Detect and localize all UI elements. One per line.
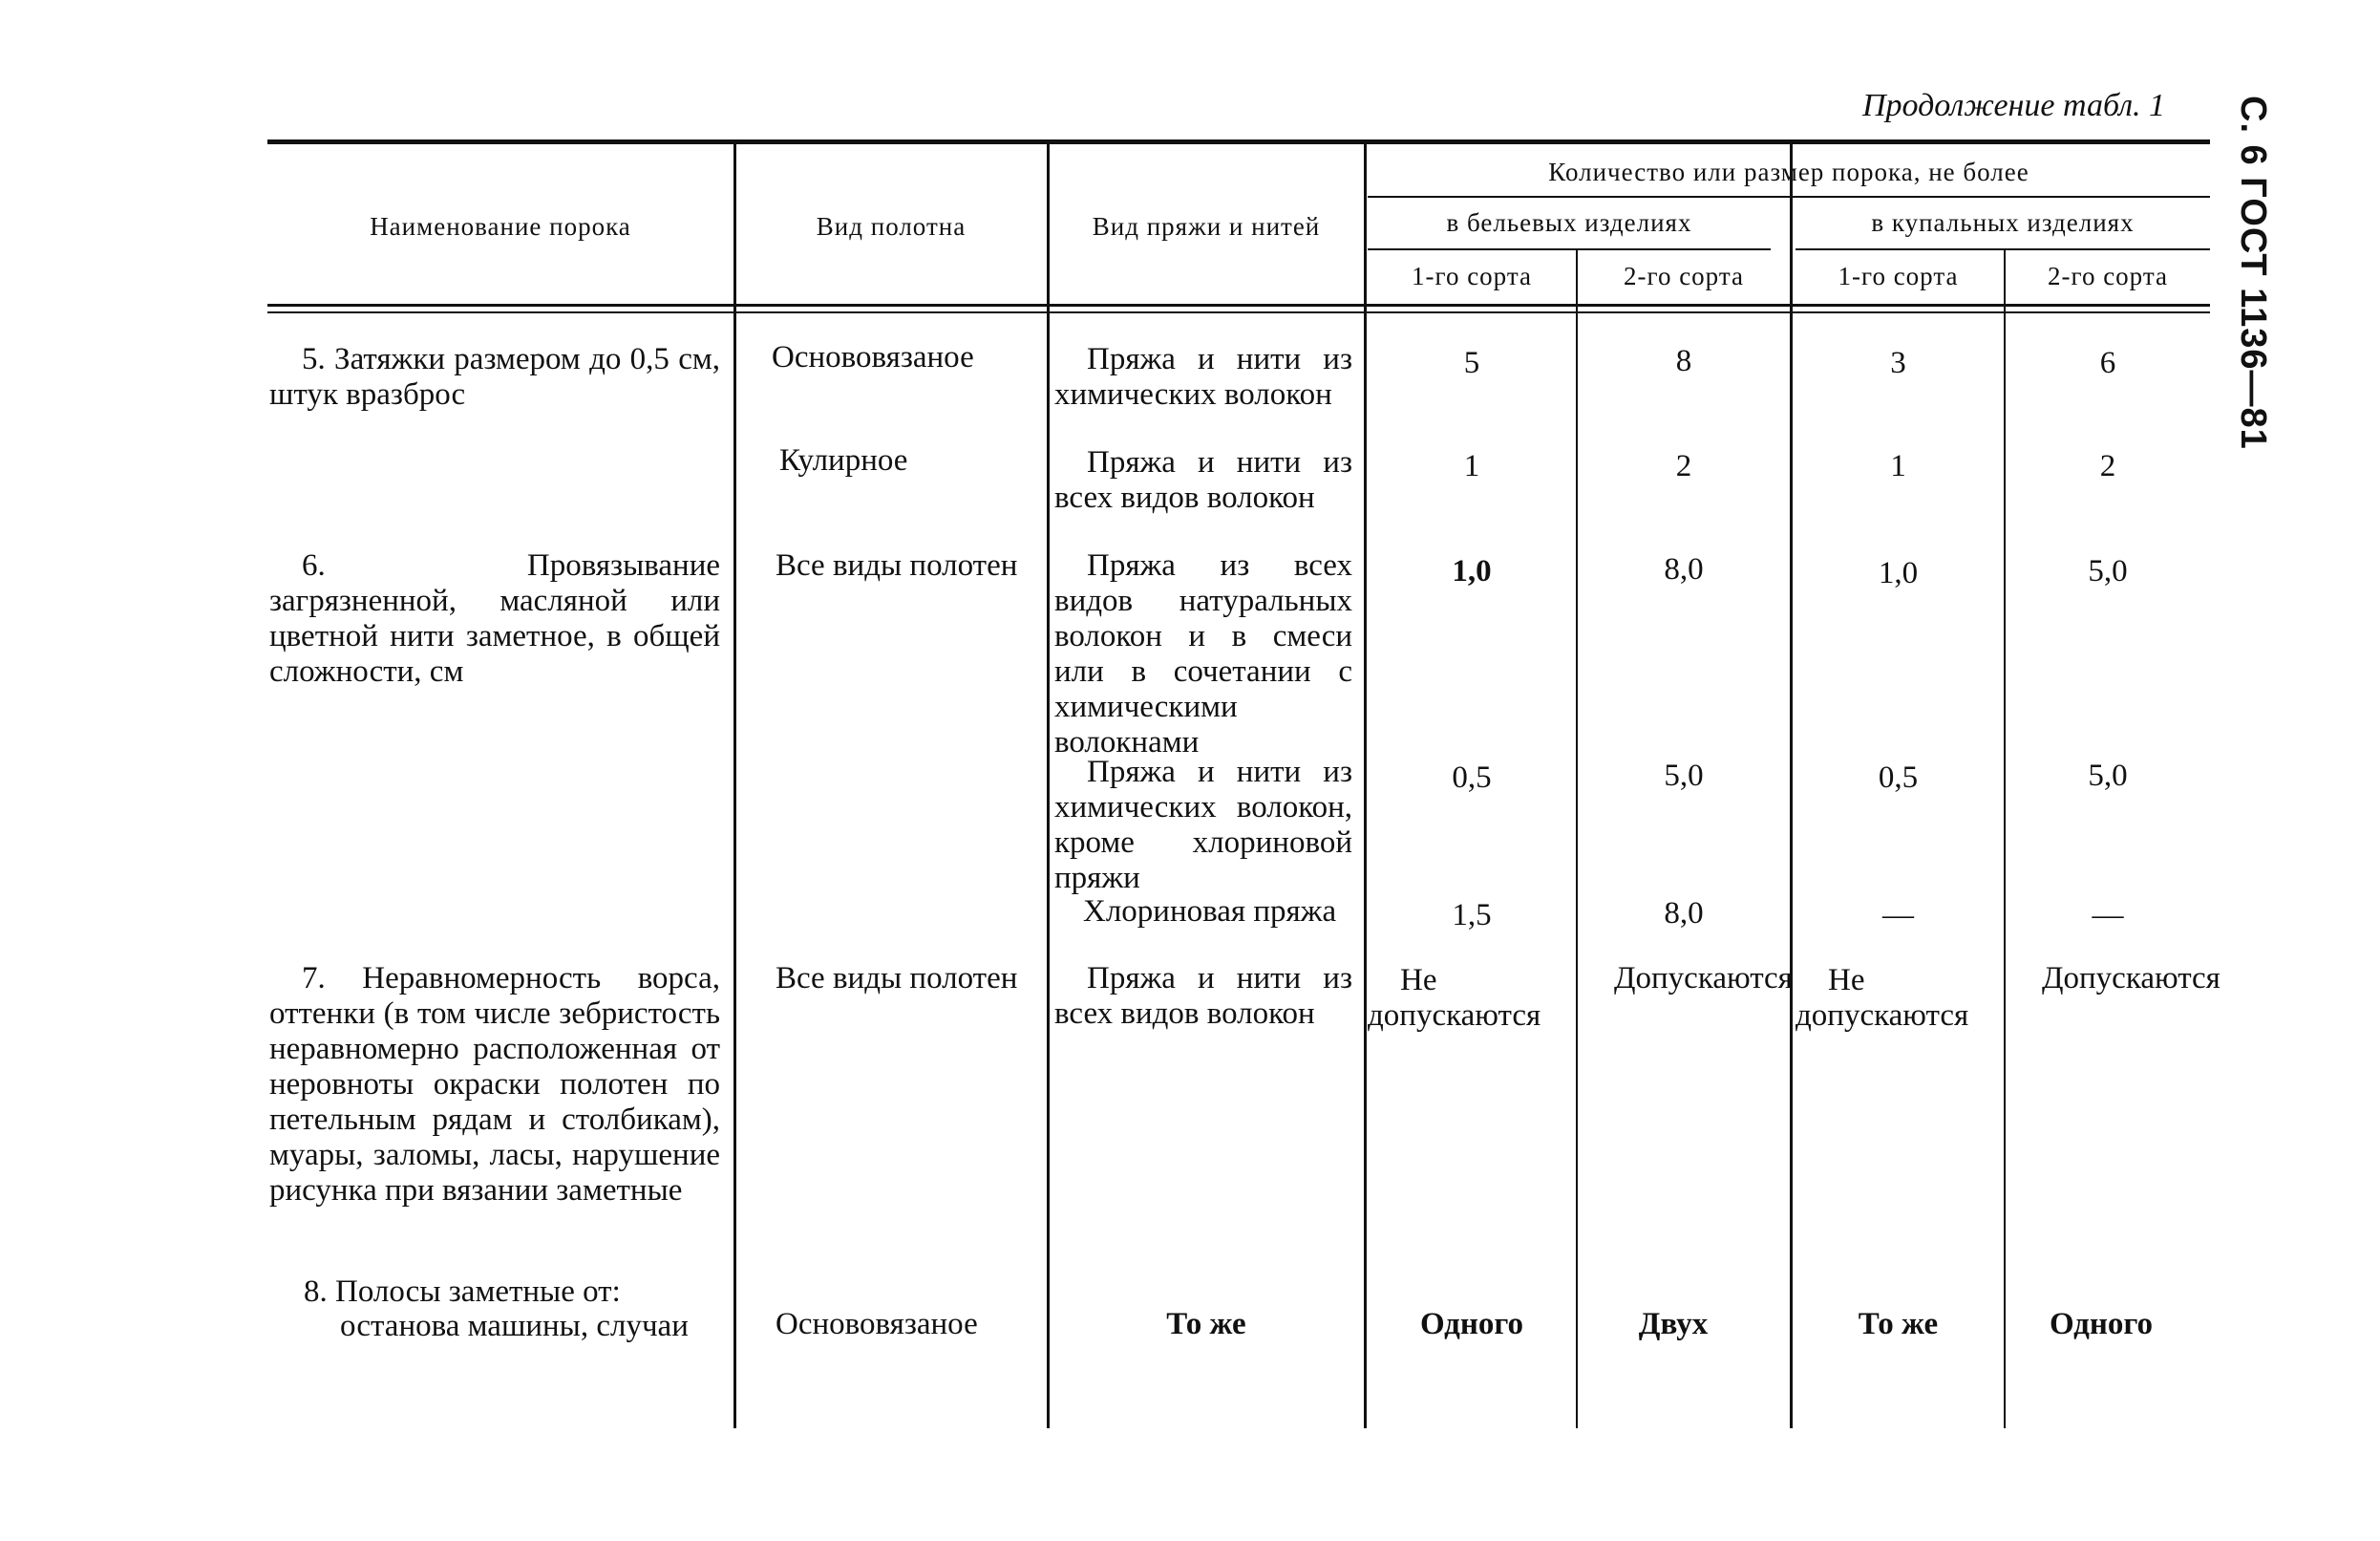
row8-fabric: Основовязаное <box>776 1307 978 1341</box>
row6-a-linen-grade1: 1,0 <box>1452 554 1492 589</box>
row5-a-linen-grade1: 5 <box>1463 346 1480 380</box>
top-rule <box>267 139 2210 144</box>
row7-yarn: Пряжа и нити из всех видов волокон <box>1054 961 1352 1031</box>
row6-b-linen-grade2: 5,0 <box>1664 759 1704 793</box>
col-divider-2 <box>1047 143 1050 1428</box>
header-yarn-type: Вид пряжи и нитей <box>1092 212 1321 241</box>
row8-swim-grade1: То же <box>1858 1307 1939 1341</box>
row7-defect-name: 7. Неравномерность ворса, оттенки (в том числе зебристость неравномерно расположенная от неровноты окраски полотен по петельным рядам и столбикам), муары, заломы, ласы, нарушение рисунка при вязании заметные <box>269 961 720 1208</box>
row5-b-swim-grade2: 2 <box>2099 449 2116 483</box>
header-linen: в бельевых изделиях <box>1446 208 1692 237</box>
row8-swim-grade2: Одного <box>2049 1307 2154 1341</box>
row6-a-swim-grade1: 1,0 <box>1878 556 1919 590</box>
row6-b-linen-grade1: 0,5 <box>1452 760 1492 795</box>
col-divider-3 <box>1364 143 1367 1428</box>
header-quantity: Количество или размер порока, не более <box>1548 158 2029 186</box>
header-defect-name: Наименование порока <box>370 212 631 241</box>
row8-linen-grade1: Одного <box>1419 1307 1524 1341</box>
row7-swim-grade2: Допускаются <box>2042 961 2221 995</box>
header-fabric-type: Вид полотна <box>816 212 967 241</box>
row8-defect-name: 8. Полосы заметные от: <box>304 1274 621 1309</box>
row6-yarn-b: Пряжа и нити из химических волокон, кроме хлориновой пряжи <box>1054 755 1352 895</box>
row6-b-swim-grade2: 5,0 <box>2088 759 2128 793</box>
header-swim-grade2: 2-го сорта <box>2048 262 2168 290</box>
header-swim-grade1: 1-го сорта <box>1838 262 1959 290</box>
row7-fabric: Все виды полотен <box>776 961 1018 995</box>
row6-fabric: Все виды полотен <box>776 548 1018 583</box>
row5-fabric-a: Основовязаное <box>772 340 974 375</box>
row5-yarn-a: Пряжа и нити из химических волокон <box>1054 342 1352 412</box>
row7-swim-grade1: Не допускаются <box>1796 963 1969 1033</box>
header-bottom-rule-2 <box>267 311 2210 313</box>
row6-c-swim-grade1: — <box>1882 898 1914 932</box>
row6-yarn-c: Хлориновая пряжа <box>1083 894 1337 929</box>
row6-yarn-a: Пряжа из всех видов натуральных волокон и в смеси или в сочетании с химическими волокнами <box>1054 548 1352 760</box>
row5-fabric-b: Кулирное <box>779 443 908 478</box>
row6-b-swim-grade1: 0,5 <box>1878 760 1919 795</box>
row6-defect-name: 6. Провязывание загрязненной, масляной или цветной нити заметное, в общей сложности, см <box>269 548 720 689</box>
table-caption: Продолжение табл. 1 <box>1862 88 2166 123</box>
row5-a-swim-grade1: 3 <box>1890 346 1906 380</box>
row8-linen-grade2: Двух <box>1638 1307 1709 1341</box>
swim-subheader-rule <box>1796 248 2210 250</box>
row8-defect-subname: останова машины, случаи <box>340 1309 689 1343</box>
header-bottom-rule-1 <box>267 304 2210 307</box>
col-divider-1 <box>733 143 736 1428</box>
row5-a-swim-grade2: 6 <box>2099 346 2116 380</box>
row5-b-swim-grade1: 1 <box>1890 449 1906 483</box>
row7-linen-grade1: Не допускаются <box>1368 963 1541 1033</box>
header-linen-grade2: 2-го сорта <box>1624 262 1744 290</box>
linen-subheader-rule <box>1368 248 1771 250</box>
row6-c-linen-grade1: 1,5 <box>1452 898 1492 932</box>
header-linen-grade1: 1-го сорта <box>1412 262 1532 290</box>
row6-a-linen-grade2: 8,0 <box>1664 552 1704 587</box>
row8-yarn: То же <box>1166 1307 1246 1341</box>
quantity-header-rule <box>1368 196 2210 198</box>
row5-b-linen-grade1: 1 <box>1463 449 1480 483</box>
header-swim: в купальных изделиях <box>1871 208 2135 237</box>
row6-a-swim-grade2: 5,0 <box>2088 554 2128 589</box>
row5-a-linen-grade2: 8 <box>1675 344 1692 378</box>
page-running-header: С. 6 ГОСТ 1136—81 <box>2233 96 2273 450</box>
col-divider-4 <box>1576 250 1578 1428</box>
row5-b-linen-grade2: 2 <box>1675 449 1692 483</box>
row5-yarn-b: Пряжа и нити из всех видов волокон <box>1054 445 1352 515</box>
row6-c-linen-grade2: 8,0 <box>1664 896 1704 931</box>
row5-defect-name: 5. Затяжки размером до 0,5 см, штук вразброс <box>269 342 720 412</box>
row7-linen-grade2: Допускаются <box>1614 961 1793 995</box>
col-divider-6 <box>2004 250 2006 1428</box>
row6-c-swim-grade2: — <box>2092 898 2124 932</box>
